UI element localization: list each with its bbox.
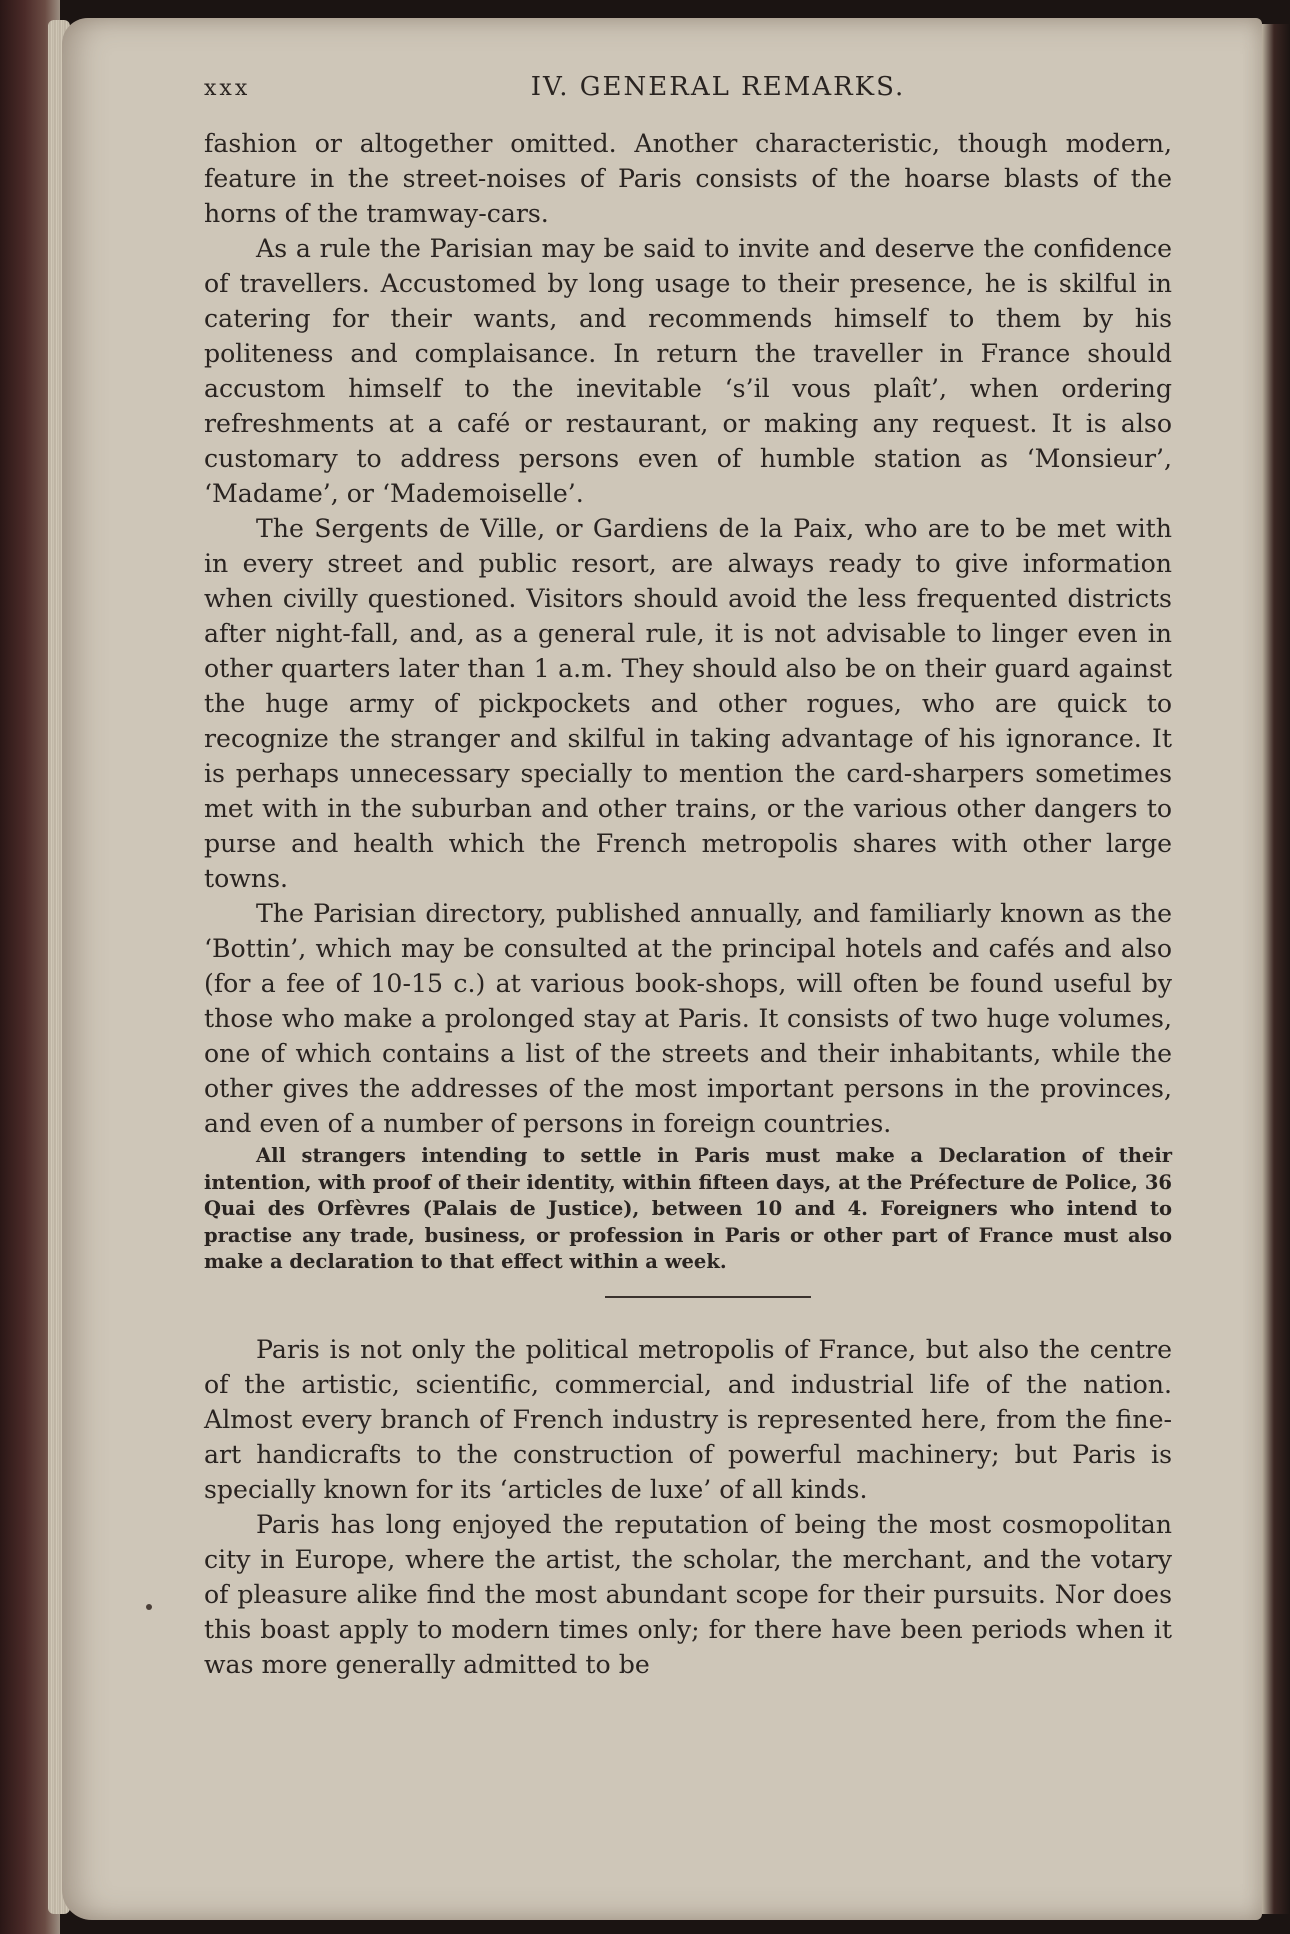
paragraph-3: The Sergents de Ville, or Gardiens de la Paix, who are to be met with in every street and public resort, are always ready to give information when civilly questioned. Visitors should avoid the less frequented districts after night-fall, and, as a general rule, it is not advisable to linger even in other quarters later than 1 a.m. They should also be on their guard against the huge army of pickpockets and other rogues, who are quick to recognize the stranger and skilful in taking advantage of his ignorance. It is perhaps unnecessary specially to mention the card-sharpers sometimes met with in the suburban and other trains, or the various other dangers to purse and health which the French metropolis shares with other large towns. <box>204 514 1172 893</box>
section-divider <box>605 1296 811 1298</box>
paragraph-5: Paris is not only the political metropolis of France, but also the centre of the artistic, scientific, commercial, and industrial life of the nation. Almost every branch of French industry is represented here, from the fine-art handicrafts to the construction of powerful machinery; but Paris is specially known for its ‘articles de luxe’ of all kinds. <box>204 1334 1172 1504</box>
paragraph-2: As a rule the Parisian may be said to invite and deserve the confidence of travellers. Accustomed by long usage to their presence, he is skilful in catering for their wants, and recommends himself to them by his politeness and complaisance. In return the traveller in France should accustom himself to the inevitable ‘s’il vous plaît’, when ordering refreshments at a café or restaurant, or making any request. It is also customary to address persons even of humble station as ‘Monsieur’, ‘Madame’, or ‘Mademoiselle’. <box>204 234 1172 508</box>
footnote-declaration: All strangers intending to settle in Paris must make a Declaration of their intention, with proof of their identity, within fifteen days, at the Préfecture de Police, 36 Quai des Orfèvres (Palais de Justice), between 10 and 4. Foreigners who intend to practise any trade, business, or profession in Paris or other part of France must also make a declaration to that effect within a week. <box>204 1144 1172 1273</box>
paragraph-1: fashion or altogether omitted. Another characteristic, though modern, feature in the street-noises of Paris consists of the hoarse blasts of the horns of the tramway-cars. <box>204 129 1172 228</box>
page-content <box>204 72 1172 1682</box>
page-header <box>204 72 1172 120</box>
paragraph-6: Paris has long enjoyed the reputation of being the most cosmopolitan city in Europe, where the artist, the scholar, the merchant, and the votary of pleasure alike find the most abundant scope for their pursuits. Nor does this boast apply to modern times only; for there have been periods when it was more generally admitted to be <box>204 1509 1172 1679</box>
ink-spot <box>146 1604 152 1610</box>
running-title: IV. GENERAL REMARKS. <box>530 72 906 102</box>
page-number: xxx <box>204 76 251 101</box>
paragraph-4: The Parisian directory, published annually, and familiarly known as the ‘Bottin’, which may be consulted at the principal hotels and cafés and also (for a fee of 10-15 c.) at various book-shops, will often be found useful by those who make a prolonged stay at Paris. It consists of two huge volumes, one of which contains a list of the streets and their inhabitants, while the other gives the addresses of the most important persons in the provinces, and even of a number of persons in foreign countries. <box>204 899 1172 1138</box>
